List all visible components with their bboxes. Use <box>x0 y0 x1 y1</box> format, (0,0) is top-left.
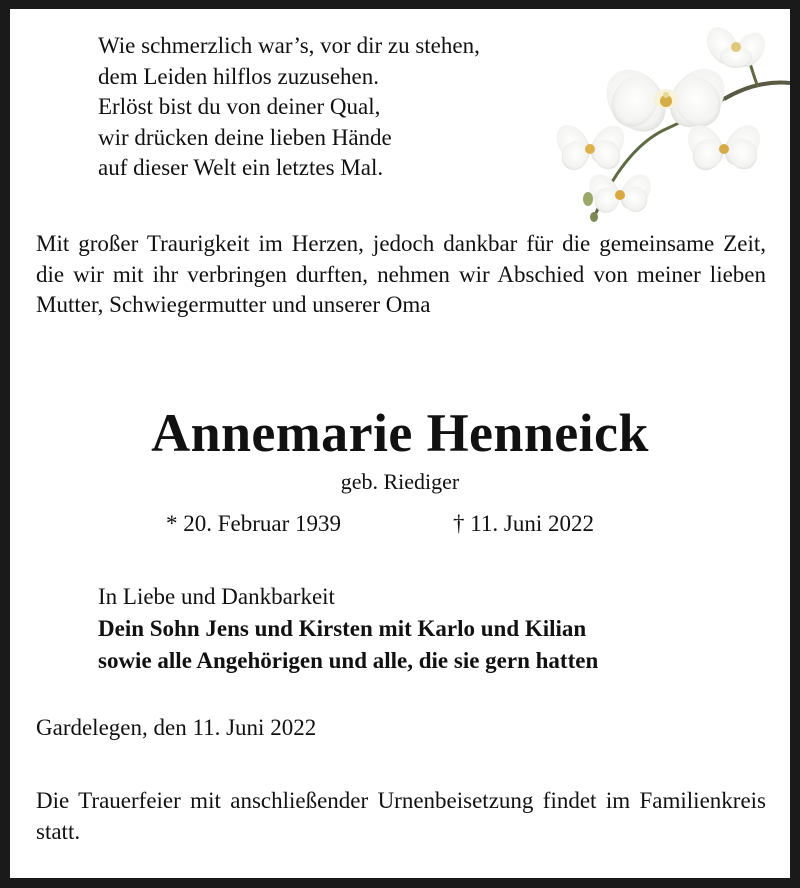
orchid-flower-image <box>548 17 790 229</box>
poem-line: Wie schmerzlich war’s, vor dir zu stehen, <box>98 33 480 58</box>
place-date: Gardelegen, den 11. Juni 2022 <box>36 715 317 740</box>
poem-line: dem Leiden hilflos zuzusehen. <box>98 63 380 89</box>
deceased-name: Annemarie Henneick <box>151 403 649 463</box>
poem <box>98 31 480 184</box>
mourners-block <box>98 581 598 677</box>
poem-line: wir drücken deine lieben Hände <box>98 124 392 150</box>
mourners-line: Dein Sohn Jens und Kirsten mit Karlo und Kilian <box>98 616 587 641</box>
birth-name: geb. Riediger <box>340 469 460 494</box>
obituary-card <box>10 9 790 878</box>
funeral-note: Die Trauerfeier mit anschließender Urnenbeisetzung findet im Familienkreis statt. <box>36 788 766 844</box>
poem-line: auf dieser Welt ein letztes Mal. <box>98 155 384 180</box>
poem-line: Erlöst bist du von deiner Qual, <box>98 94 381 119</box>
intro-text: Mit großer Traurigkeit im Herzen, jedoch dankbar für die gemeinsame Zeit, die wir mit ihr verbringen durften, nehmen wir Abschied von meiner lieben Mutter, Schwiegermutter und unserer Oma <box>36 231 766 317</box>
mourners-line: sowie alle Angehörigen und alle, die sie gern hatten <box>98 648 599 673</box>
death-date: † 11. Juni 2022 <box>453 511 594 536</box>
mourners-intro: In Liebe und Dankbarkeit <box>98 584 335 609</box>
birth-date: * 20. Februar 1939 <box>166 511 342 536</box>
